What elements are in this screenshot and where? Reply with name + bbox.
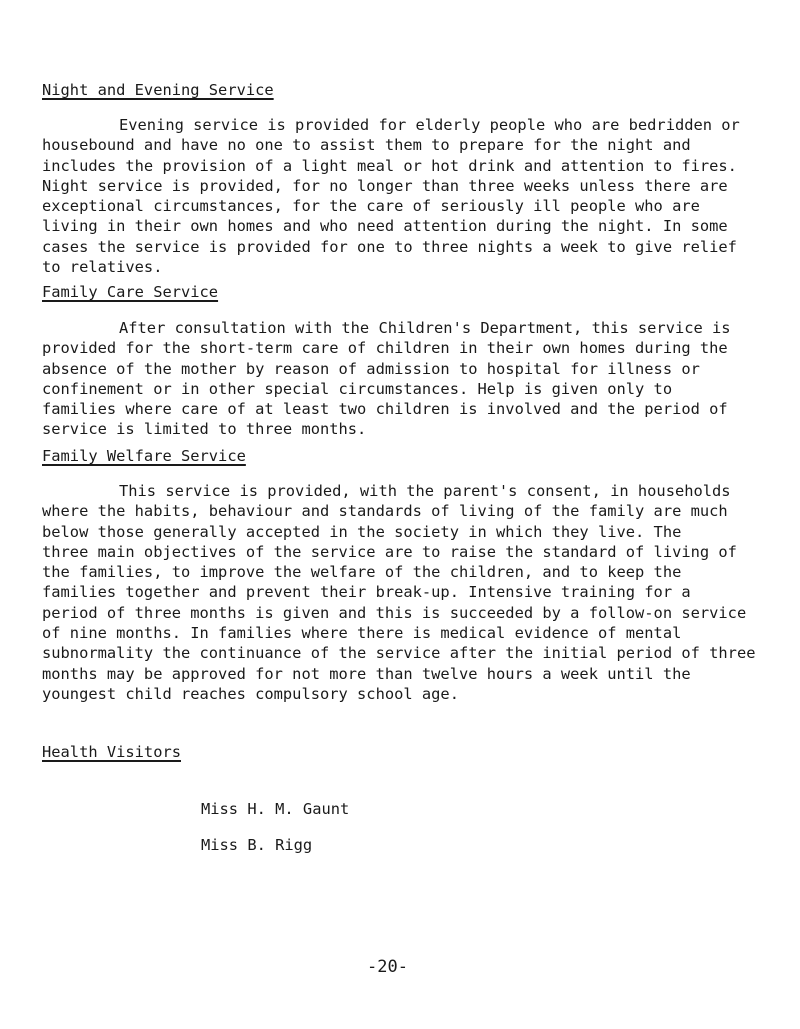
paragraph-line: where the habits, behaviour and standards of living of the family are much <box>42 502 728 521</box>
paragraph-line: the families, to improve the welfare of the children, and to keep the <box>42 563 682 582</box>
paragraph-line: After consultation with the Children's Department, this service is <box>119 319 731 337</box>
night-evening-service-heading: Night and Evening Service <box>42 81 274 99</box>
paragraph-line: housebound and have no one to assist them to prepare for the night and <box>42 136 691 155</box>
paragraph-line: period of three months is given and this is succeeded by a follow-on service <box>42 603 747 622</box>
page-number: -20- <box>367 957 408 977</box>
family-welfare-service-heading: Family Welfare Service <box>42 447 246 465</box>
family-care-service-heading: Family Care Service <box>42 283 219 301</box>
health-visitors-heading: Health Visitors <box>42 743 181 761</box>
paragraph-line: three main objectives of the service are to raise the standard of living of <box>42 542 737 561</box>
paragraph-line: families where care of at least two children is involved and the period of <box>42 400 728 419</box>
night-evening-service-paragraph <box>42 115 782 277</box>
paragraph-line: includes the provision of a light meal or hot drink and attention to fires. <box>42 156 737 175</box>
paragraph-line: cases the service is provided for one to three nights a week to give relief <box>42 237 737 256</box>
paragraph-line: below those generally accepted in the society in which they live. The <box>42 522 682 541</box>
paragraph-line: absence of the mother by reason of admission to hospital for illness or <box>42 359 700 378</box>
paragraph-line: to relatives. <box>42 258 163 277</box>
paragraph-line: living in their own homes and who need attention during the night. In some <box>42 217 728 236</box>
paragraph-line: This service is provided, with the parent's consent, in households <box>119 482 731 500</box>
paragraph-line: families together and prevent their break-up. Intensive training for a <box>42 583 691 602</box>
paragraph-line: confinement or in other special circumstances. Help is given only to <box>42 379 673 398</box>
paragraph-line: of nine months. In families where there is medical evidence of mental <box>42 624 682 643</box>
health-visitor-name: Miss H. M. Gaunt <box>201 800 350 818</box>
health-visitor-name: Miss B. Rigg <box>201 836 313 854</box>
paragraph-line: months may be approved for not more than twelve hours a week until the <box>42 664 691 683</box>
paragraph-line: youngest child reaches compulsory school age. <box>42 684 459 703</box>
paragraph-line: Evening service is provided for elderly people who are bedridden or <box>119 116 740 134</box>
paragraph-line: service is limited to three months. <box>42 420 367 439</box>
paragraph-line: subnormality the continuance of the service after the initial period of three <box>42 644 756 663</box>
paragraph-line: provided for the short-term care of children in their own homes during the <box>42 339 728 358</box>
family-welfare-service-paragraph <box>42 481 782 704</box>
paragraph-line: Night service is provided, for no longer than three weeks unless there are <box>42 176 728 195</box>
family-care-service-paragraph <box>42 318 782 440</box>
paragraph-line: exceptional circumstances, for the care of seriously ill people who are <box>42 197 700 216</box>
